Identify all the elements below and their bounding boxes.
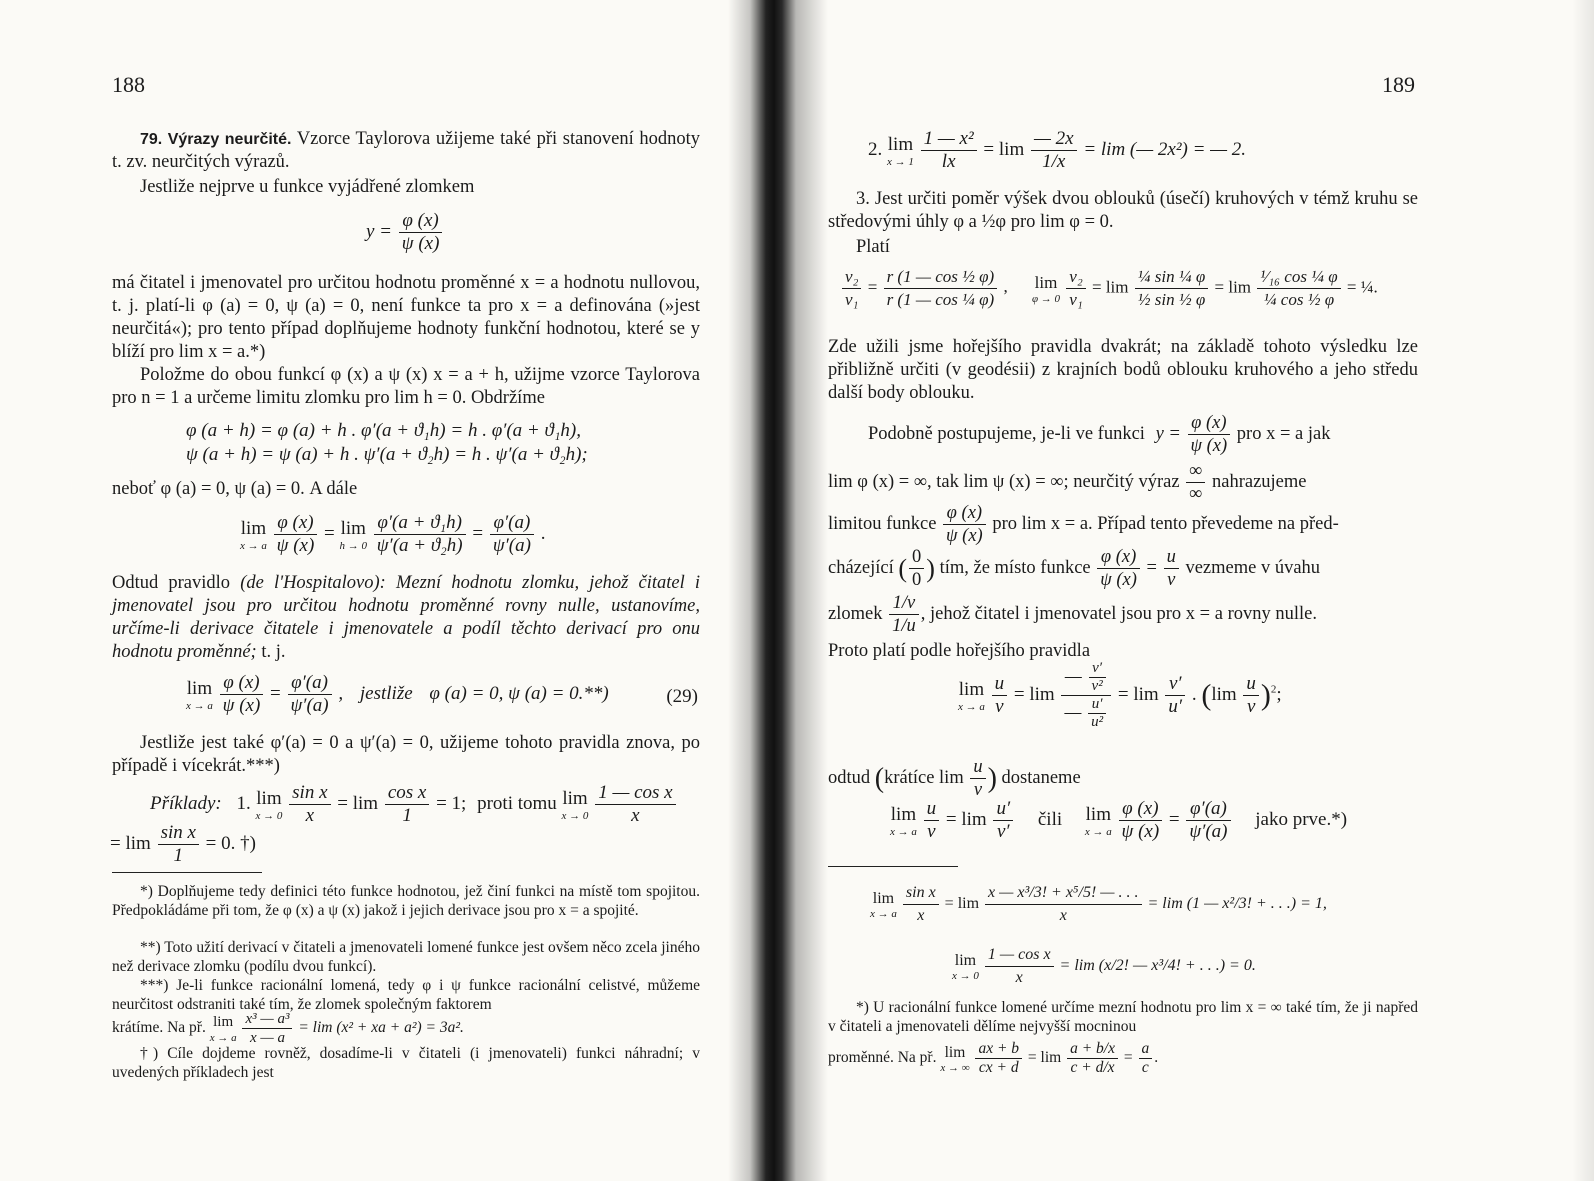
eq3-n3: φ′(a) xyxy=(490,512,534,535)
example-3-text: 3. Jest určiti poměr výšek dvou oblouků (úsečí) kruhových v témž kruhu se středovými úhly φ a ½φ pro lim φ = 0. xyxy=(828,189,1418,232)
ex2-frac1 xyxy=(921,128,977,173)
footnote-1: *) Doplňujeme tedy definici této funkce hodnotou, jež činí funkci na místě tom spojitou. Předpokládáme při tom, že φ (x) a ψ (x) jakož i jejich derivace jsou pro x = a spojité. xyxy=(112,883,700,919)
fe2-result: = lim (x/2! — x³/4! + . . .) = 0. xyxy=(1059,957,1256,975)
eq6-d3: u′ xyxy=(1168,696,1183,717)
p7-den: ψ (x) xyxy=(1190,436,1228,456)
p11-fraction xyxy=(889,592,919,637)
fr-lim-word: lim xyxy=(944,1044,966,1061)
eq4-lim xyxy=(186,678,213,712)
rule-lead: Odtud pravidlo xyxy=(112,573,231,593)
fr-n1: ax + b xyxy=(975,1040,1022,1059)
ex1-d1: x xyxy=(305,805,315,826)
p10-zero-fraction xyxy=(909,546,924,591)
eq6-frac1 xyxy=(992,673,1008,718)
equation-number: (29) xyxy=(666,686,698,707)
ex2-lim-word: lim xyxy=(887,133,914,155)
eq3-end: . xyxy=(540,522,546,544)
p9-text-b: pro lim x = a. Případ tento převedeme na před- xyxy=(992,513,1339,534)
fr-frac2 xyxy=(1067,1040,1118,1077)
ex2-n1: 1 — x² xyxy=(921,128,977,151)
eq7-frac4 xyxy=(1186,798,1230,843)
eq5-frac1 xyxy=(842,266,861,311)
f3-num: x³ — a³ xyxy=(242,1010,292,1029)
paragraph-13: odtud (krátíce lim $\frac{u}{v}$ ) dostaneme xyxy=(828,757,1081,800)
eq5-d1: v₁ xyxy=(845,290,859,309)
equation-5: $\frac{\text{v₂}}{\text{v₁}}$ = $\frac{\text{r (1 — cos ½ φ)}}{\text{r (1 — cos ¼ φ)}}$ , lim φ → 0 $\frac{\text{v₂}}{\text{v₁}}$ = lim $\frac{\text{¼ sin ¼ φ}}{\text{½ sin ½ φ}}$ = lim $\frac{\text{¹⁄₁₆ cos ¼ φ}}{\text{¼ cos ½ φ}}$ = ¼. xyxy=(840,266,1378,311)
ex2-d2: 1/x xyxy=(1042,151,1066,172)
eq4-condition: φ (a) = 0, ψ (a) = 0.**) xyxy=(429,682,609,704)
p10-fraction xyxy=(1097,546,1140,591)
section-heading: 79. Výrazy neurčité. xyxy=(140,131,292,148)
ex2-result: = lim (— 2x²) = — 2. xyxy=(1083,138,1247,160)
p8-text-b: nahrazujeme xyxy=(1212,471,1307,492)
fr-lim xyxy=(940,1043,969,1074)
eq7-n3: φ (x) xyxy=(1119,798,1163,821)
eq7-lim2-word: lim xyxy=(1085,803,1111,825)
rule-name: (de l'Hospitalovo): xyxy=(240,573,386,593)
examples-label: Příklady: xyxy=(150,792,222,814)
eq6-tail-lim: lim xyxy=(1211,683,1237,705)
ex2-number: 2. xyxy=(868,138,883,160)
eq7-frac3 xyxy=(1119,798,1163,843)
equation-1 xyxy=(366,210,444,255)
equation-2a: φ (a + h) = φ (a) + h . φ′(a + ϑ₁h) = h . φ′(a + ϑ₁h), xyxy=(186,420,582,441)
fe1-lim-word: lim xyxy=(872,889,895,907)
eq4-frac1 xyxy=(220,672,264,717)
eq7-n4: φ′(a) xyxy=(1186,798,1230,821)
equation-3: lim x → a $\frac{\varphi (x)}{\psi (x)}$ = lim h → 0 $\frac{\text{φ′(a + ϑ₁h)}}{\text{ψ′(a + ϑ₂h)}}$ = $\frac{\varphi'(a)}{\psi'(a)}$ . xyxy=(240,512,546,556)
eq7-tail: jako prve.*) xyxy=(1255,808,1348,830)
eq6-frac4 xyxy=(1243,673,1259,718)
eq5-n1: v₂ xyxy=(842,266,861,289)
p7-num: φ (x) xyxy=(1188,412,1231,435)
ex2-frac2 xyxy=(1031,128,1077,173)
ex1-frac1 xyxy=(289,782,330,827)
ex1-n4: sin x xyxy=(158,822,199,845)
fr-tail: proměnné. Na př. xyxy=(828,1049,937,1067)
eq5-n5: ¹⁄₁₆ cos ¼ φ xyxy=(1257,266,1340,289)
paragraph-8 xyxy=(828,460,1428,505)
eq1-fraction xyxy=(399,210,443,255)
f3-lim-sub: x → a xyxy=(209,1032,237,1044)
example-1b: = lim $\frac{\text{sin x}}{1}$ = 0. †) xyxy=(110,822,256,866)
p7-fraction xyxy=(1188,412,1231,457)
p11-text-b: , jehož čitatel i jmenovatel jsou pro x = a rovny nulle. xyxy=(920,603,1317,624)
eq3-frac3 xyxy=(490,512,534,557)
ex1-n2: cos x xyxy=(385,782,430,805)
eq6-compound-num: — $\frac{v'}{\text{v²}}$ xyxy=(1061,660,1111,696)
equation-29: lim x → a $\frac{\varphi (x)}{\psi (x)}$ = $\frac{\varphi'(a)}{\psi'(a)}$ , jestliže φ (a) = 0, ψ (a) = 0.**) (29) xyxy=(186,672,698,716)
footnote-right-example: proměnné. Na př. lim x → ∞ $\frac{ax + b}{cx + d}$ = lim $\frac{a + b/x}{c + d/x}$ = $\frac{a}{c}$ . xyxy=(828,1040,1159,1076)
fe2-frac1 xyxy=(985,944,1054,989)
ex1-frac2 xyxy=(385,782,430,827)
eq6-d4: v xyxy=(1246,696,1256,717)
fe1-frac2 xyxy=(985,882,1141,927)
eq3-frac1 xyxy=(274,512,318,557)
eq6-inner-den-bottom: u² xyxy=(1091,714,1104,730)
p8-text-a: lim φ (x) = ∞, tak lim ψ (x) = ∞; neurčitý výraz xyxy=(828,471,1180,492)
fr-lim-sub: x → ∞ xyxy=(940,1062,970,1074)
eq7-lim2 xyxy=(1085,804,1112,838)
footnote-3-example xyxy=(112,1010,700,1047)
eq5-frac5 xyxy=(1257,266,1340,311)
p10-v: v xyxy=(1167,570,1176,590)
ex1-contrast-text: proti tomu xyxy=(477,792,557,814)
eq3-n1: φ (x) xyxy=(274,512,318,535)
p10-num: φ (x) xyxy=(1097,546,1140,569)
p10-equals: = xyxy=(1146,557,1157,578)
eq5-lim xyxy=(1032,273,1060,305)
eq4-lim-word: lim xyxy=(186,677,213,699)
section-intro-text: Vzorce Taylorova užijeme také při stanovení hodnoty t. zv. neurčitých výrazů. xyxy=(112,129,700,172)
eq3-lim2-sub: h → 0 xyxy=(339,539,367,552)
eq6-d1: v xyxy=(995,696,1004,717)
paragraph-4: neboť φ (a) = 0, ψ (a) = 0. A dále xyxy=(112,479,358,499)
plati-label: Platí xyxy=(856,237,890,257)
eq3-frac2 xyxy=(374,512,466,557)
ex1-d3: x xyxy=(631,805,640,826)
p11-text-a: zlomek xyxy=(828,603,883,624)
rule-tail: t. j. xyxy=(261,642,286,662)
paragraph-5: Jestliže jest také φ′(a) = 0 a ψ′(a) = 0, užijeme tohoto pravidla znova, po případě i vícekrát.***) xyxy=(112,733,700,776)
eq6-inner-num-bottom: v² xyxy=(1091,678,1103,694)
footnote-equation-1: lim x → a $\frac{\text{sin x}}{x}$ = lim $\frac{\text{x — x³/3! + x⁵/5! — . . .}}{x}$ = lim (1 — x²/3! + . . .) = 1, xyxy=(870,882,1327,927)
fe1-n2: x — x³/3! + x⁵/5! — . . . xyxy=(985,882,1141,905)
eq6-compound-den: — $\frac{u'}{\text{u²}}$ xyxy=(1061,696,1111,731)
eq6-inner-den xyxy=(1088,696,1106,731)
ex1-frac3 xyxy=(595,782,675,827)
eq3-d3: ψ′(a) xyxy=(492,535,531,556)
p13-den: v xyxy=(973,780,983,800)
eq6-frac3 xyxy=(1165,673,1185,718)
ex1-lim1 xyxy=(256,788,283,822)
p10-text-b: tím, že místo funkce xyxy=(939,557,1091,578)
fr-end: . xyxy=(1154,1049,1159,1067)
example-2: 2. lim x → 1 $\frac{\text{1 — x²}}{lx}$ = lim $\frac{— 2x}{1/x}$ = lim (— 2x²) = — 2. xyxy=(868,128,1247,172)
eq3-d2: ψ′(a + ϑ₂h) xyxy=(376,535,463,556)
fr-n3: a xyxy=(1139,1040,1153,1059)
fe1-lim-sub: x → a xyxy=(870,907,897,920)
eq3-lim2 xyxy=(340,518,368,552)
footnote-rule-right xyxy=(828,866,958,867)
paragraph-9 xyxy=(828,502,1428,547)
p10-zero-num: 0 xyxy=(909,546,924,569)
eq1-den: ψ (x) xyxy=(401,233,440,254)
ex2-lim xyxy=(887,134,914,168)
p13-num: u xyxy=(970,756,985,779)
f3-result: = lim (x² + xa + a²) = 3a². xyxy=(298,1019,464,1037)
footnote-equation-2 xyxy=(952,944,1256,989)
eq6-inner-num xyxy=(1089,660,1106,695)
eq6-lim-sub: x → a xyxy=(958,700,985,713)
right-page xyxy=(800,0,1594,1181)
eq3-lim1 xyxy=(240,518,267,552)
ex2-n2: — 2x xyxy=(1031,128,1077,151)
eq5-d3: v₁ xyxy=(1069,290,1083,309)
fr-d3: c xyxy=(1141,1059,1149,1076)
f3-lim xyxy=(210,1013,237,1044)
p10-den: ψ (x) xyxy=(1100,570,1137,590)
p13-krat: krátíce xyxy=(884,767,935,788)
eq5-lim-word: lim xyxy=(1034,272,1058,292)
eq5-n4: ¼ sin ¼ φ xyxy=(1135,266,1209,289)
eq7-mid: čili xyxy=(1037,808,1063,830)
eq7-d1: v xyxy=(927,821,936,842)
fe1-n1: sin x xyxy=(903,882,939,905)
p13-text-a: odtud xyxy=(828,767,871,788)
eq7-frac1 xyxy=(924,798,940,843)
fr-frac1 xyxy=(975,1040,1022,1077)
ex1-frac4 xyxy=(158,822,199,867)
paragraph-10: cházející ( $\frac{0}{0}$ ) tím, že místo funkce $\frac{\varphi (x)}{\psi (x)}$ = $\frac{u}{v}$ vezmeme v úvahu xyxy=(828,547,1321,590)
p9-num: φ (x) xyxy=(943,502,986,525)
eq7-n1: u xyxy=(924,798,940,821)
eq7-d3: ψ (x) xyxy=(1121,821,1160,842)
ex1-lim2-sub: x → 0 xyxy=(561,809,589,822)
p11-den: 1/u xyxy=(892,616,916,636)
ex2-d1: lx xyxy=(941,151,956,172)
footnote-right: *) U racionální funkce lomené určíme mezní hodnotu pro lim x = ∞ také tím, že ji napřed v čitateli a jmenovateli dělíme nejvyšší mocninou xyxy=(828,999,1418,1035)
equation-2b: ψ (a + h) = ψ (a) + h . ψ′(a + ϑ₂h) = h . ψ′(a + ϑ₂h); xyxy=(186,444,588,465)
eq3-lim2-word: lim xyxy=(340,517,366,539)
fe1-result: = lim (1 — x²/3! + . . .) = 1, xyxy=(1147,895,1327,913)
ex1-d2: 1 xyxy=(402,805,412,826)
p7-lhs: y = xyxy=(1155,423,1181,444)
left-page xyxy=(0,0,760,1181)
eq6-n1: u xyxy=(992,673,1008,696)
eq5-n2: r (1 — cos ½ φ) xyxy=(884,266,998,289)
eq7-n2: u′ xyxy=(993,798,1013,821)
paragraph-1: Jestliže nejprve u funkce vyjádřené zlomkem xyxy=(140,177,475,197)
eq7-lim2-sub: x → a xyxy=(1084,825,1112,838)
eq3-lim1-word: lim xyxy=(240,517,267,539)
fe2-lim-word: lim xyxy=(954,951,977,969)
ex1-d4: 1 xyxy=(173,845,183,866)
page-number-left: 188 xyxy=(112,72,145,97)
ex1-n1: sin x xyxy=(289,782,330,805)
eq5-d5: ¼ cos ½ φ xyxy=(1263,290,1335,309)
p10-zero-den: 0 xyxy=(912,570,922,590)
fe1-frac1 xyxy=(903,882,939,927)
ex1-lim2 xyxy=(562,788,589,822)
f3-lim-word: lim xyxy=(213,1014,234,1030)
eq4-d1: ψ (x) xyxy=(222,695,261,716)
fe2-d1: x xyxy=(1015,969,1023,986)
equation-6: lim x → a $\frac{u}{v}$ = lim — $\frac{v'}{\text{v²}}$ — $\frac{u'}{\text{u²}}$ = lim $\frac{v'}{u'}$ . (lim $\frac{u}{v}$ )$^2$; xyxy=(958,660,1282,730)
eq5-frac2 xyxy=(884,266,998,311)
eq4-lim-sub: x → a xyxy=(186,699,213,712)
footnote-rule xyxy=(112,872,262,873)
ex1-lim2-word: lim xyxy=(562,787,588,809)
paragraph-6: Zde užili jsme hořejšího pravidla dvakrát; na základě tohoto výsledku lze přibližně určiti (v geodésii) z krajních bodů oblouku kruhového a jeho středu další body oblouku. xyxy=(828,337,1418,403)
eq6-end: ; xyxy=(1276,683,1282,705)
p13-text-b: dostaneme xyxy=(1001,767,1081,788)
eq5-frac3 xyxy=(1066,266,1085,311)
eq5-result: = ¼. xyxy=(1346,277,1378,297)
ex1-lim1-word: lim xyxy=(256,787,282,809)
fr-n2: a + b/x xyxy=(1067,1040,1118,1059)
fe1-lim xyxy=(870,890,897,920)
footnote-3: ***) Je-li funkce racionální lomená, tedy φ i ψ funkce racionální celistvé, můžeme neurčitost odstraniti také tím, že zlomek společným faktorem xyxy=(112,977,700,1013)
eq7-lim1 xyxy=(890,804,917,838)
p7-text-b: pro x = a jak xyxy=(1236,423,1331,444)
p10-text-c: vezmeme v úvahu xyxy=(1185,557,1321,578)
fe2-lim xyxy=(952,952,979,982)
eq4-d2: ψ′(a) xyxy=(290,695,329,716)
eq6-lim-word: lim xyxy=(958,678,985,700)
eq5-frac4 xyxy=(1135,266,1209,311)
eq1-num: φ (x) xyxy=(399,210,443,233)
eq7-d2: v′ xyxy=(996,821,1010,842)
eq3-d1: ψ (x) xyxy=(276,535,315,556)
eq7-lim1-word: lim xyxy=(890,803,917,825)
ex1-number: 1. xyxy=(236,792,251,814)
p8-fraction xyxy=(1186,460,1205,505)
p9-fraction xyxy=(943,502,986,547)
page-number-right: 189 xyxy=(1382,72,1415,97)
eq5-d4: ½ sin ½ φ xyxy=(1137,290,1206,309)
p7-text-a: Podobně postupujeme, je-li ve funkci xyxy=(868,423,1145,444)
example-1a: Příklady: 1. lim x → 0 $\frac{\text{sin x}}{x}$ = lim $\frac{\text{cos x}}{1}$ = 1; proti tomu lim x → 0 $\frac{\text{1 — cos x}}{x}$ xyxy=(150,782,678,827)
eq7-lim1-sub: x → a xyxy=(890,825,917,838)
fe2-lim-sub: x → 0 xyxy=(952,969,979,982)
eq3-lim1-sub: x → a xyxy=(240,539,267,552)
p9-text-a: limitou funkce xyxy=(828,513,937,534)
eq3-n2: φ′(a + ϑ₁h) xyxy=(374,512,466,535)
p8-num: ∞ xyxy=(1186,460,1205,483)
eq4-frac2 xyxy=(288,672,332,717)
eq4-condition-word: jestliže xyxy=(359,682,413,704)
p8-den: ∞ xyxy=(1189,484,1203,504)
fe1-d1: x xyxy=(917,907,925,924)
paragraph-11 xyxy=(828,592,1428,637)
eq4-n1: φ (x) xyxy=(220,672,264,695)
fr-frac3 xyxy=(1139,1040,1153,1077)
p13-fraction xyxy=(970,756,985,801)
eq1-lhs: y = xyxy=(366,220,393,242)
ex1-lim1-sub: x → 0 xyxy=(255,809,283,822)
eq6-n3: v′ xyxy=(1165,673,1185,696)
page-edge-shadow xyxy=(1572,0,1594,1181)
p9-den: ψ (x) xyxy=(946,526,983,546)
eq6-n4: u xyxy=(1243,673,1259,696)
p10-text-a: cházející xyxy=(828,557,894,578)
eq5-n3: v₂ xyxy=(1066,266,1085,289)
eq7-d4: ψ′(a) xyxy=(1189,821,1228,842)
f3-tail: krátíme. Na př. xyxy=(112,1019,206,1037)
footnote-2: **) Toto užití derivací v čitateli a jmenovateli lomené funkce jest ovšem něco zcela jiného než derivace zlomku (podílu dvou funkcí). xyxy=(112,939,700,975)
p10-uv xyxy=(1164,546,1179,591)
paragraph-12: Proto platí podle hořejšího pravidla xyxy=(828,641,1091,661)
ex1-result: = 1; xyxy=(436,792,467,814)
eq5-lim-sub: φ → 0 xyxy=(1031,292,1061,305)
paragraph-7 xyxy=(868,412,1428,457)
eq5-d2: r (1 — cos ¼ φ) xyxy=(886,290,995,309)
paragraph-2: má čitatel i jmenovatel pro určitou hodnotu proměnné x = a hodnotu nullovou, t. j. platí-li φ (a) = 0, ψ (a) = 0, není funkce ta pro x = a definována (»jest neurčitá«); pro tento případ doplňujeme hodnoty funkční hodnotou, které se y blíží pro lim x = a.*) xyxy=(112,273,700,362)
fe1-d2: x xyxy=(1059,907,1067,924)
section-intro xyxy=(112,128,700,174)
fr-d2: c + d/x xyxy=(1070,1059,1115,1076)
lhospital-rule xyxy=(112,572,700,664)
ex1-n3: 1 — cos x xyxy=(595,782,675,805)
eq6-compound-frac xyxy=(1061,660,1111,731)
eq6-lim xyxy=(958,679,985,713)
p10-u: u xyxy=(1164,546,1179,569)
fe2-n1: 1 — cos x xyxy=(985,944,1054,967)
f3-frac xyxy=(242,1010,292,1047)
eq6-inner-den-top: u′ xyxy=(1088,696,1106,714)
eq7-frac2 xyxy=(993,798,1013,843)
eq6-power: 2 xyxy=(1270,683,1277,696)
fr-d1: cx + d xyxy=(978,1059,1019,1076)
rule-text: Mezní hodnotu zlomku, jehož čitatel i jmenovatel jsou pro určitou hodnotu proměnné rovny nulle, ustanovíme, určíme-li derivace čitatele i jmenovatele a podíl těchto derivací pro onu hodnotu proměnné; xyxy=(112,573,701,662)
eq4-n2: φ′(a) xyxy=(288,672,332,695)
paragraph-3: Položme do obou funkcí φ (x) a ψ (x) x = a + h, užijme vzorce Taylorova pro n = 1 a určeme limitu zlomku pro lim h = 0. Obdržíme xyxy=(112,365,700,408)
f3-den: x — a xyxy=(249,1030,285,1046)
equation-7: lim x → a $\frac{u}{v}$ = lim $\frac{u'}{v'}$ čili lim x → a $\frac{\varphi (x)}{\psi (x)}$ = $\frac{\varphi'(a)}{\psi'(a)}$ jako prve.*) xyxy=(890,798,1348,842)
ex1-result-2: = 0. †) xyxy=(205,832,256,854)
ex2-lim-sub: x → 1 xyxy=(887,155,914,168)
footnote-4: †) Cíle dojdeme rovněž, dosadíme-li v čitateli (i jmenovateli) funkci náhradní; v uvedených příkladech jest xyxy=(112,1045,700,1081)
p11-num: 1/v xyxy=(889,592,919,615)
p13-lim: lim xyxy=(939,767,964,788)
eq6-inner-num-top: v′ xyxy=(1089,660,1106,678)
